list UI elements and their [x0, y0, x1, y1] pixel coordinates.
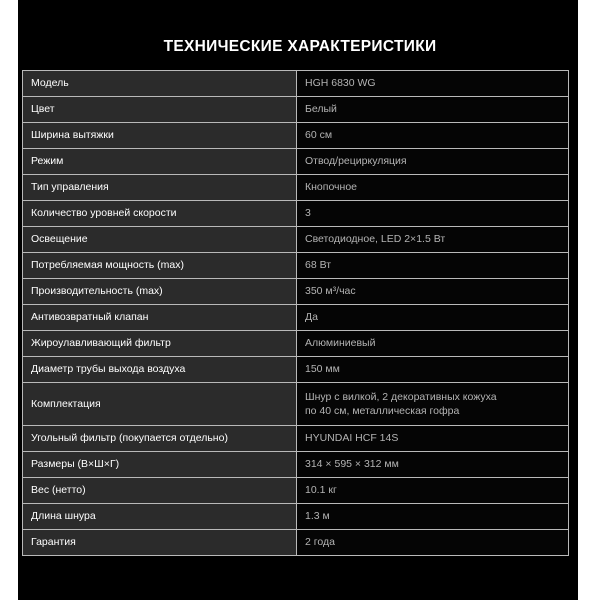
spec-label: Потребляемая мощность (max) — [23, 253, 297, 279]
table-row — [23, 357, 569, 383]
spec-label: Режим — [23, 149, 297, 175]
spec-label: Диаметр трубы выхода воздуха — [23, 357, 297, 383]
table-row — [23, 426, 569, 452]
table-row — [23, 71, 569, 97]
spec-label: Антивозвратный клапан — [23, 305, 297, 331]
spec-value-line: HYUNDAI HCF 14S — [305, 432, 399, 445]
spec-value — [297, 201, 569, 227]
spec-value — [297, 530, 569, 556]
specifications-table-body — [23, 71, 569, 556]
spec-label: Тип управления — [23, 175, 297, 201]
spec-value-line: 314 × 595 × 312 мм — [305, 458, 399, 471]
table-row — [23, 175, 569, 201]
spec-value — [297, 426, 569, 452]
spec-value-line: 60 см — [305, 129, 333, 142]
table-row — [23, 123, 569, 149]
spec-value-line: 2 года — [305, 536, 335, 549]
table-row — [23, 279, 569, 305]
spec-value-line: 10.1 кг — [305, 484, 337, 497]
spec-value-line: HGH 6830 WG — [305, 77, 376, 90]
spec-label: Комплектация — [23, 383, 297, 426]
spec-value-line: по 40 см, металлическая гофра — [305, 405, 460, 417]
spec-value-line: Да — [305, 311, 318, 324]
spec-value — [297, 175, 569, 201]
spec-value-line: 68 Вт — [305, 259, 332, 272]
spec-value-line: Отвод/рециркуляция — [305, 155, 407, 168]
spec-label: Гарантия — [23, 530, 297, 556]
spec-value-line: 350 м³/час — [305, 285, 356, 298]
table-row — [23, 478, 569, 504]
spec-value-line: Белый — [305, 103, 337, 116]
specifications-table — [22, 70, 569, 556]
spec-value — [297, 452, 569, 478]
table-row — [23, 227, 569, 253]
spec-label: Ширина вытяжки — [23, 123, 297, 149]
spec-value — [297, 383, 569, 426]
spec-value-line: 1.3 м — [305, 510, 330, 523]
spec-value-line: Кнопочное — [305, 181, 357, 194]
spec-value-line: 3 — [305, 207, 311, 220]
table-row — [23, 149, 569, 175]
spec-value — [297, 149, 569, 175]
spec-label: Освещение — [23, 227, 297, 253]
spec-label: Жироулавливающий фильтр — [23, 331, 297, 357]
spec-value-line: Шнур с вилкой, 2 декоративных кожуха — [305, 390, 497, 403]
spec-value — [297, 253, 569, 279]
spec-value — [297, 331, 569, 357]
spec-value — [297, 357, 569, 383]
spec-label: Размеры (В×Ш×Г) — [23, 452, 297, 478]
spec-value — [297, 504, 569, 530]
spec-label: Цвет — [23, 97, 297, 123]
spec-value-line: Алюминиевый — [305, 337, 376, 350]
spec-value — [297, 279, 569, 305]
spec-label: Количество уровней скорости — [23, 201, 297, 227]
spec-label: Угольный фильтр (покупается отдельно) — [23, 426, 297, 452]
spec-value — [297, 123, 569, 149]
table-row — [23, 452, 569, 478]
table-row — [23, 331, 569, 357]
page-title: ТЕХНИЧЕСКИЕ ХАРАКТЕРИСТИКИ — [163, 38, 437, 55]
spec-label: Вес (нетто) — [23, 478, 297, 504]
spec-label: Длина шнура — [23, 504, 297, 530]
spec-value-line: 150 мм — [305, 363, 340, 376]
table-row — [23, 383, 569, 426]
spec-label: Производительность (max) — [23, 279, 297, 305]
spec-value — [297, 305, 569, 331]
table-row — [23, 305, 569, 331]
spec-value — [297, 478, 569, 504]
spec-value — [297, 97, 569, 123]
table-row — [23, 253, 569, 279]
spec-value — [297, 227, 569, 253]
table-row — [23, 97, 569, 123]
table-row — [23, 504, 569, 530]
spec-label: Модель — [23, 71, 297, 97]
table-row — [23, 201, 569, 227]
spec-value — [297, 71, 569, 97]
spec-value-line: Светодиодное, LED 2×1.5 Вт — [305, 233, 446, 246]
table-row — [23, 530, 569, 556]
